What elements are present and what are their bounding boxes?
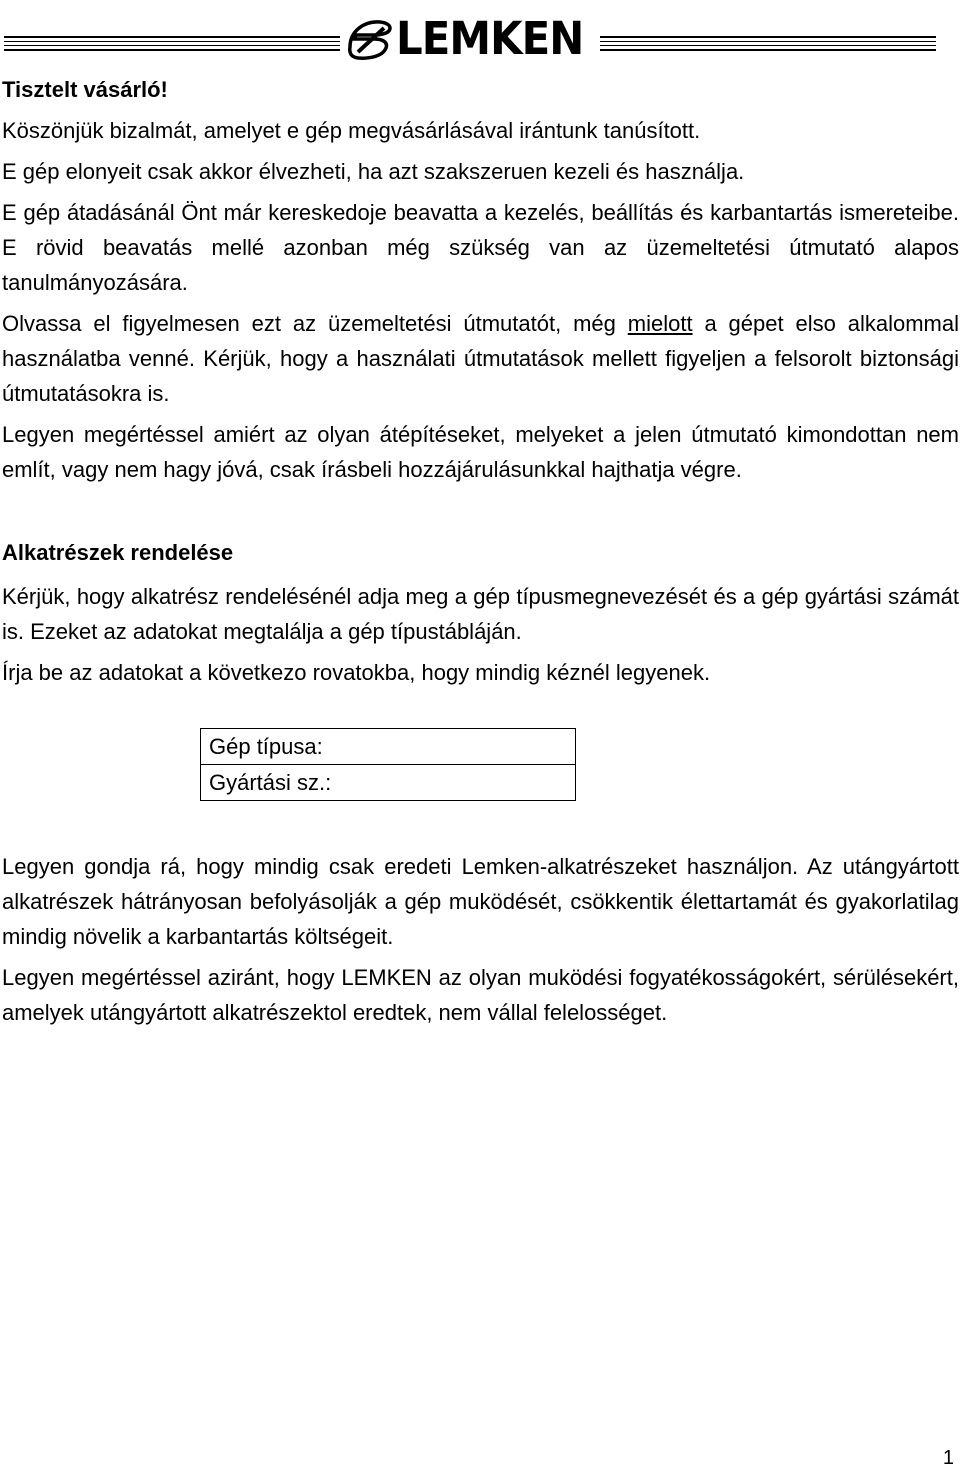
intro-paragraph-4-end: a gépet elso alkalommal használatba venné. Kérjük, hogy a használati útmutatások mellett figyeljen a felsorolt biztonsági útmutatásokra is.	[2, 311, 959, 406]
parts-paragraph-2: Írja be az adatokat a következo rovatokba, hogy mindig kéznél legyenek.	[2, 660, 711, 685]
greeting: Tisztelt vásárló!	[2, 77, 168, 102]
section-heading-parts: Alkatrészek rendelése	[2, 540, 234, 565]
serial-number-field[interactable]: Gyártási sz.:	[201, 765, 576, 801]
lemken-logo	[344, 12, 598, 65]
logo-wordmark: LEMKEN	[396, 12, 584, 65]
underlined-word: mielott	[627, 311, 693, 336]
header-rule-left	[4, 36, 340, 52]
intro-paragraph-3: E gép átadásánál Önt már kereskedoje beavatta a kezelés, beállítás és karbantartás ismereteibe. E rövid beavatás mellé azonban még szükség van az üzemeltetési útmutató alapos tanulmányozására.	[2, 200, 959, 295]
intro-paragraph-1: Köszönjük bizalmát, amelyet e gép megvásárlásával irántunk tanúsított.	[2, 118, 701, 143]
table-row	[201, 765, 576, 801]
intro-paragraph-2: E gép elonyeit csak akkor élvezheti, ha azt szakszeruen kezeli és használja.	[2, 159, 745, 184]
intro-paragraph-4	[2, 306, 959, 411]
parts-paragraph-4: Legyen megértéssel aziránt, hogy LEMKEN az olyan muködési fogyatékosságokért, sérülésekért, amelyek utángyártott alkatrészektol eredtek, nem vállal felelosséget.	[2, 965, 959, 1025]
lemken-mark-icon	[344, 17, 394, 61]
document-body	[2, 72, 959, 1030]
parts-paragraph-1: Kérjük, hogy alkatrész rendelésénél adja meg a gép típusmegnevezését és a gép gyártási számát is. Ezeket az adatokat megtalálja a gép típustábláján.	[2, 584, 959, 644]
table-row	[201, 729, 576, 765]
intro-paragraph-5: Legyen megértéssel amiért az olyan átépítéseket, melyeket a jelen útmutató kimondottan nem említ, vagy nem hagy jóvá, csak írásbeli hozzájárulásunkkal hajthatja végre.	[2, 422, 959, 482]
page-number: 1	[942, 1447, 954, 1469]
intro-paragraph-4-start: Olvassa el figyelmesen ezt az üzemeltetési útmutatót, még	[2, 311, 628, 336]
page-header	[0, 14, 960, 64]
machine-type-field[interactable]: Gép típusa:	[201, 729, 576, 765]
parts-paragraph-3: Legyen gondja rá, hogy mindig csak eredeti Lemken-alkatrészeket használjon. Az utángyártott alkatrészek hátrányosan befolyásolják a gép muködését, csökkentik élettartamát és gyakorlatilag mindig növelik a karbantartás költségeit.	[2, 854, 959, 949]
machine-info-table	[200, 728, 576, 801]
header-rule-right	[600, 36, 936, 52]
